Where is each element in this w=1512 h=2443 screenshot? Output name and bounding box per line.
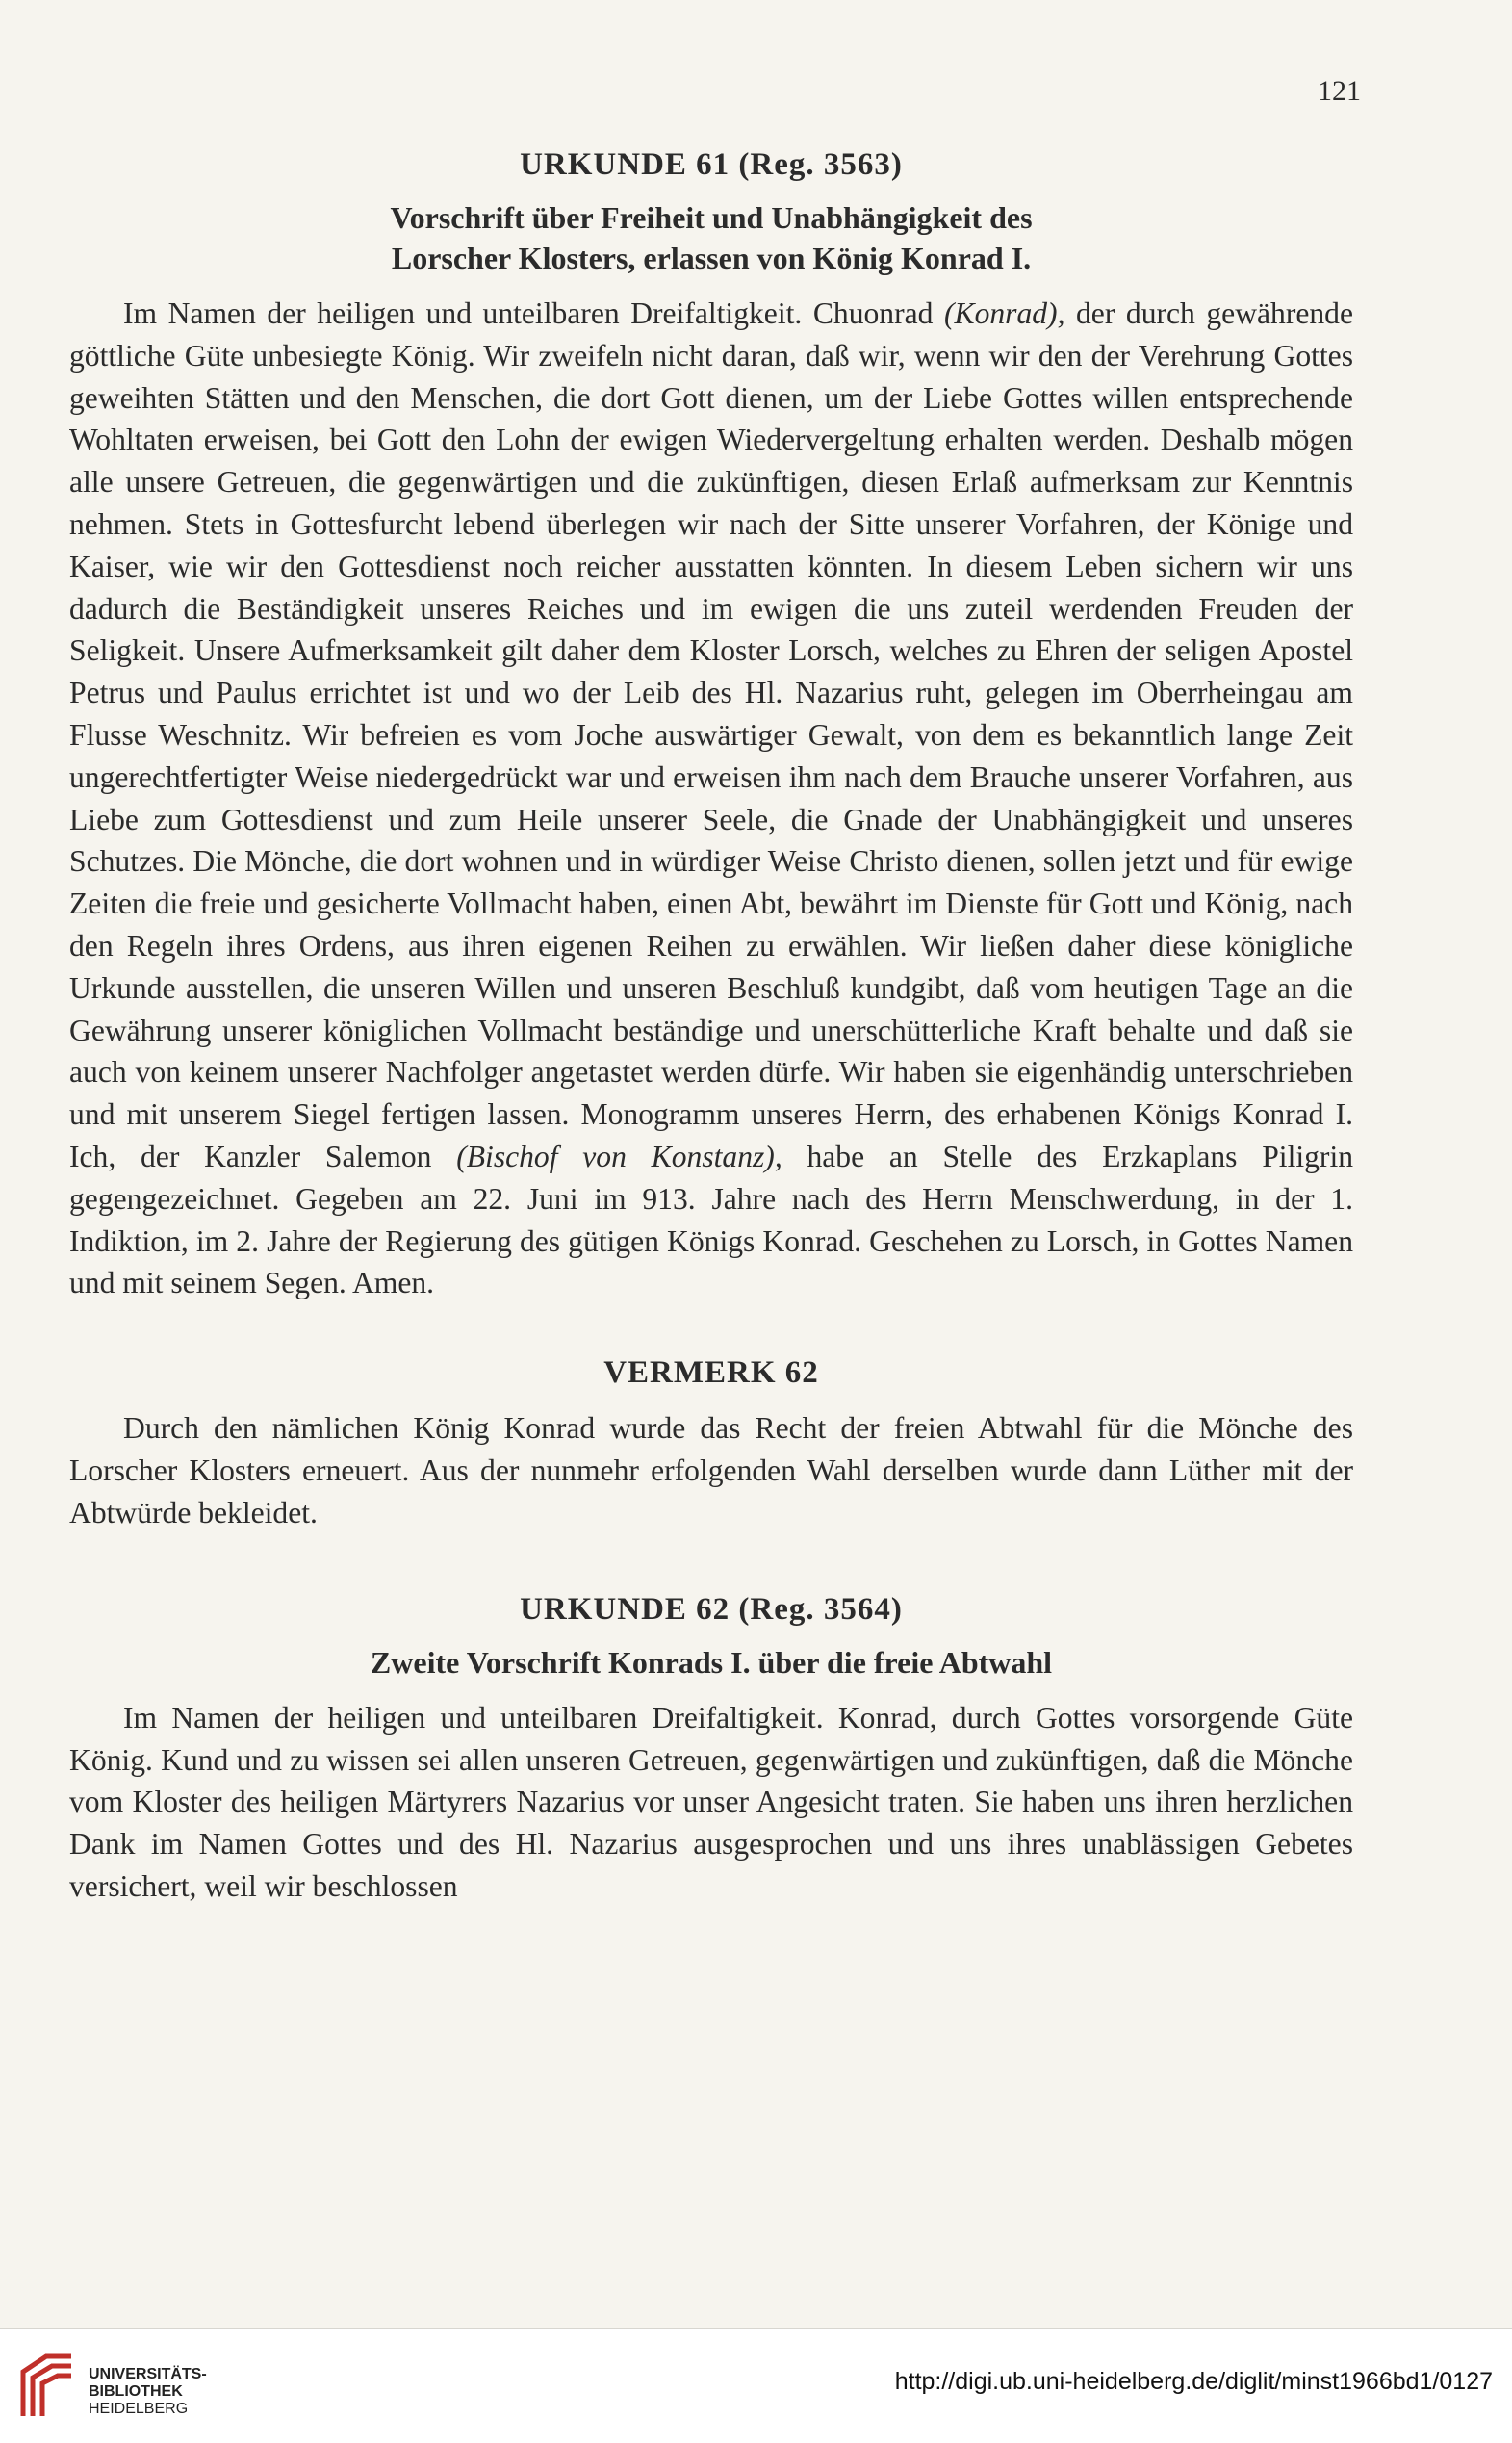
page-content <box>69 144 1353 1908</box>
urkunde-61-italic-konrad: (Konrad), <box>943 296 1065 330</box>
logo-line-3: HEIDELBERG <box>89 2401 189 2417</box>
library-logo-text <box>89 2366 207 2418</box>
urkunde-61 <box>69 144 1353 1304</box>
urkunde-62-heading: URKUNDE 62 (Reg. 3564) <box>520 1592 903 1628</box>
vermerk-62-heading: VERMERK 62 <box>603 1355 819 1391</box>
vermerk-62-text: Durch den nämlichen König Konrad wurde das Recht der freien Abtwahl für die Mönche des Lorscher Klosters erneuert. Aus der nunmehr erfolgenden Wahl derselben wurde dann Lüther mit der Abtwürde bekleidet. <box>69 1411 1353 1530</box>
logo-line-2: BIBLIOTHEK <box>89 2383 183 2400</box>
urkunde-61-text-part2: der durch gewährende göttliche Güte unbesiegte König. Wir zweifeln nicht daran, daß wir, wenn wir den der Verehrung Gottes geweihten Stätten und den Menschen, die dort Gott dienen, um der Liebe Gottes willen entsprechende Wohltaten erweisen, bei Gott den Lohn der ewigen Wiedervergeltung erhalten werden. Deshalb mögen alle unsere Getreuen, die gegenwärtigen und die zukünftigen, diesen Erlaß aufmerksam zur Kenntnis nehmen. Stets in Gottesfurcht lebend überlegen wir nach der Sitte unserer Vorfahren, der Könige und Kaiser, wie wir den Gottesdienst noch reicher ausstatten könnten. In diesem Leben sichern wir uns dadurch die Beständigkeit unseres Reiches und im ewigen die uns zuteil werdenden Freuden der Seligkeit. Unsere Aufmerksamkeit gilt daher dem Kloster Lorsch, welches zu Ehren der seligen Apostel Petrus und Paulus errichtet ist und wo der Leib des Hl. Nazarius ruht, gelegen im Oberrheingau am Flusse Weschnitz. Wir befreien es vom Joche auswärtiger Gewalt, von dem es bekanntlich lange Zeit ungerechtfertigter Weise niedergedrückt war und erweisen ihm nach dem Brauche unserer Vorfahren, aus Liebe zum Gottesdienst und zum Heile unserer Seele, die Gnade der Unabhängigkeit und unseres Schutzes. Die Mönche, die dort wohnen und in würdiger Weise Christo dienen, sollen jetzt und für ewige Zeiten die freie und gesicherte Vollmacht haben, einen Abt, bewährt im Dienste für Gott und König, nach den Regeln ihres Ordens, aus ihren eigenen Reihen zu erwählen. Wir ließen daher diese königliche Urkunde ausstellen, die unseren Willen und unseren Beschluß kundgibt, daß vom heutigen Tage an die Gewährung unserer königlichen Vollmacht beständige und unerschütterliche Kraft behalte und daß sie auch von keinem unserer Nachfolger angetastet werden dürfe. Wir haben sie eigenhändig unterschrieben und mit unserem Siegel fertigen lassen. Monogramm unseres Herrn, des erhabenen Königs Konrad I. Ich, der Kanzler Salemon <box>69 296 1353 1173</box>
library-logo-icon <box>17 2351 79 2420</box>
urkunde-61-text-part1: Im Namen der heiligen und unteilbaren Dreifaltigkeit. Chuonrad <box>123 296 944 330</box>
urkunde-62-text: Im Namen der heiligen und unteilbaren Dreifaltigkeit. Konrad, durch Gottes vorsorgende Güte König. Kund und zu wissen sei allen unseren Getreuen, gegenwärtigen und zukünftigen, daß die Mönche vom Kloster des heiligen Märtyrers Nazarius vor unser Angesicht traten. Sie haben uns ihren herzlichen Dank im Namen Gottes und des Hl. Nazarius ausgesprochen und uns ihres unablässigen Gebetes versichert, weil wir beschlossen <box>69 1700 1353 1904</box>
logo-line-1: UNIVERSITÄTS- <box>89 2366 207 2382</box>
urkunde-61-title-line2: Lorscher Klosters, erlassen von König Konrad I. <box>391 241 1032 276</box>
urkunde-61-title-line1: Vorschrift über Freiheit und Unabhängigkeit des <box>390 199 1033 235</box>
footer-bar <box>0 2328 1512 2443</box>
vermerk-62 <box>69 1352 1353 1533</box>
urkunde-61-text <box>69 293 1353 1304</box>
page-number: 121 <box>1318 75 1361 107</box>
urkunde-62 <box>69 1589 1353 1907</box>
urkunde-61-text-part3: habe an Stelle des Erzkaplans Piligrin gegengezeichnet. Gegeben am 22. Juni im 913. Jahre nach des Herrn Menschwerdung, in der 1. Indiktion, im 2. Jahre der Regierung des gütigen Königs Konrad. Geschehen zu Lorsch, in Gottes Namen und mit seinem Segen. Amen. <box>69 1139 1354 1300</box>
urkunde-61-title <box>69 197 1353 279</box>
source-url-link[interactable]: http://digi.ub.uni-heidelberg.de/diglit/minst1966bd1/0127 <box>894 2368 1493 2395</box>
urkunde-61-italic-bischof: (Bischof von Konstanz), <box>456 1139 782 1173</box>
urkunde-62-title: Zweite Vorschrift Konrads I. über die freie Abtwahl <box>370 1645 1053 1681</box>
urkunde-61-heading: URKUNDE 61 (Reg. 3563) <box>520 147 903 182</box>
